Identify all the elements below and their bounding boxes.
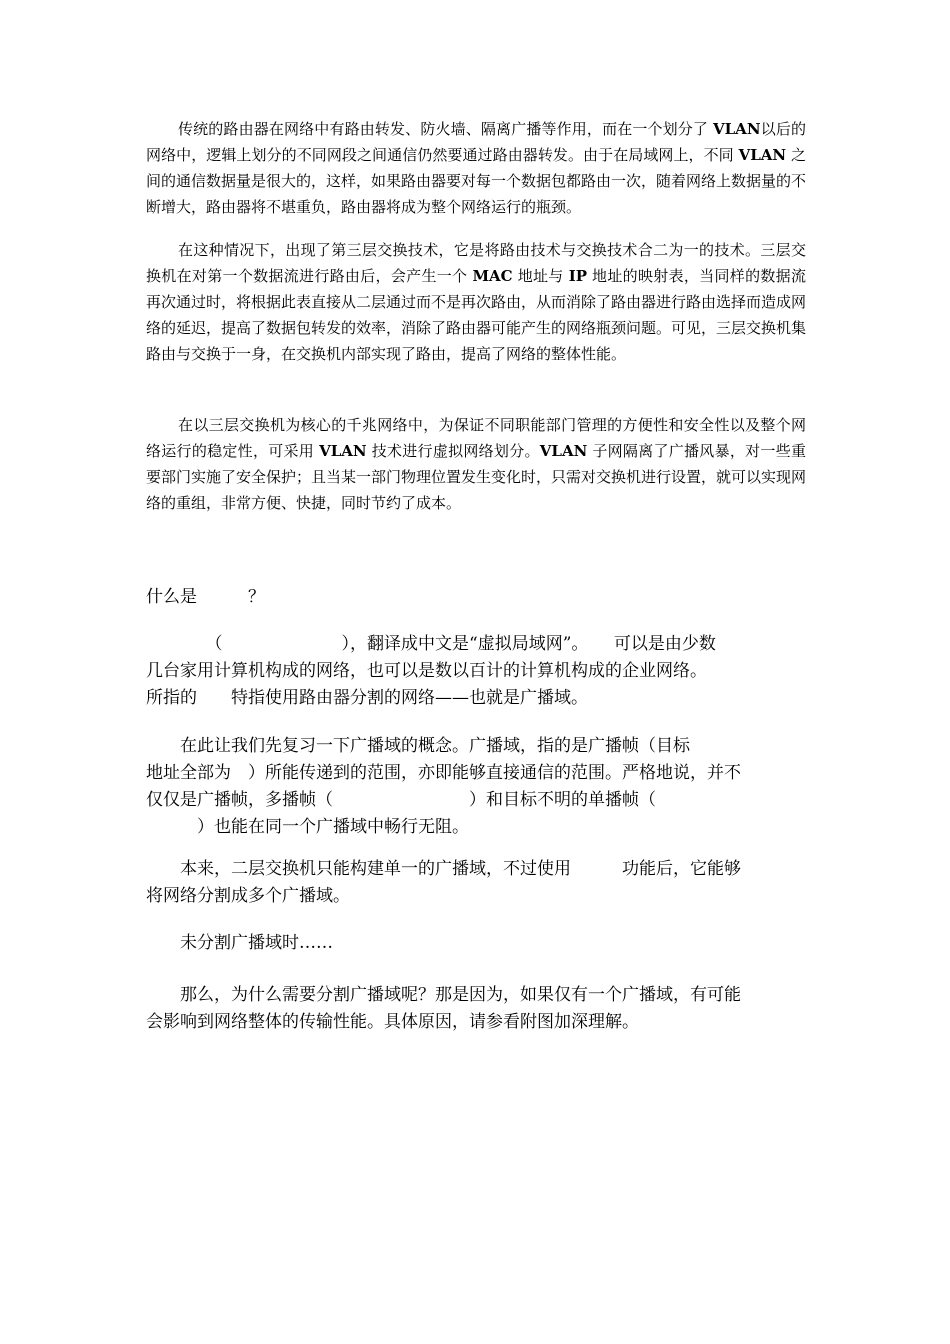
text-line: （ ），翻译成中文是“虚拟局域网”。 可以是由少数	[146, 634, 716, 654]
text-line: 所指的 特指使用路由器分割的网络——也就是广播域。	[146, 688, 588, 708]
text-run: 技术进行虚拟网络划分。	[366, 442, 540, 460]
paragraph-gigabit-vlan	[146, 412, 806, 516]
paragraph-undivided	[146, 930, 806, 957]
text-run: 传统的路由器在网络中有路由转发、防火墙、隔离广播等作用，而在一个划分了	[178, 120, 713, 138]
text-run: 以后的网络中，逻辑上划分的不同网段之间通信仍然要通过路由器转发。由于在局域网上，不同	[146, 120, 806, 164]
text-line: 几台家用计算机构成的网络，也可以是数以百计的计算机构成的企业网络。	[146, 661, 707, 681]
text-run: 地址的映射表，当同样的数据流再次通过时，将根据此表直接从二层通过而不是再次路由，从而消除了路由器进行路由选择而造成网络的延迟，提高了数据包转发的效率，消除了路由器可能产生的网络瓶颈问题。可见，三层交换机集路由与交换于一身，在交换机内部实现了路由，提高了网络的整体性能。	[146, 267, 807, 363]
text-line: 会影响到网络整体的传输性能。具体原因，请参看附图加深理解。	[146, 1012, 639, 1032]
paragraph-router-bottleneck	[146, 116, 806, 220]
term-mac: MAC	[472, 267, 513, 285]
paragraph-layer2-switch	[146, 856, 806, 910]
text-line: 将网络分割成多个广播域。	[146, 886, 350, 906]
paragraph-layer3-switching	[146, 237, 806, 367]
term-vlan: VLAN	[539, 442, 588, 460]
term-vlan: VLAN	[713, 120, 761, 138]
text-line: 仅仅是广播帧，多播帧（ ）和目标不明的单播帧（	[146, 790, 656, 810]
text-line: ）也能在同一个广播域中畅行无阻。	[146, 817, 469, 837]
text-run: 之间的通信数据量是很大的，这样，如果路由器要对每一个数据包都路由一次，随着网络上数据量的不断增大，路由器将不堪重负，路由器将成为整个网络运行的瓶颈。	[146, 146, 807, 216]
text-line: 未分割广播域时……	[146, 933, 333, 953]
paragraph-why-divide	[146, 982, 806, 1036]
heading-what-is: 什么是 ？	[146, 587, 265, 607]
text-line: 在此让我们先复习一下广播域的概念。广播域，指的是广播帧（目标	[146, 736, 690, 756]
text-run: 在这种情况下，出现了第三层交换技术，它是将路由技术与交换技术合二为一的技术。三层交换机在对第一个数据流进行路由后，会产生一个	[146, 241, 806, 285]
text-run: 在以三层交换机为核心的千兆网络中，为保证不同职能部门管理的方便性和安全性以及整个网络运行的稳定性，可采用	[146, 416, 806, 460]
term-ip: IP	[568, 267, 587, 285]
term-vlan: VLAN	[319, 442, 367, 460]
term-vlan: VLAN	[738, 146, 787, 164]
paragraph-broadcast-domain	[146, 733, 806, 841]
text-run: 地址与	[512, 267, 569, 285]
text-line: 那么，为什么需要分割广播域呢？那是因为，如果仅有一个广播域，有可能	[146, 985, 741, 1005]
paragraph-vlan-definition	[146, 631, 806, 712]
text-line: 本来，二层交换机只能构建单一的广播域，不过使用 功能后，它能够	[146, 859, 741, 879]
text-run: 子网隔离了广播风暴，对一些重要部门实施了安全保护；且当某一部门物理位置发生变化时，只需对交换机进行设置，就可以实现网络的重组，非常方便、快捷，同时节约了成本。	[146, 442, 807, 512]
text-line: 地址全部为 ）所能传递到的范围，亦即能够直接通信的范围。严格地说，并不	[146, 763, 741, 783]
